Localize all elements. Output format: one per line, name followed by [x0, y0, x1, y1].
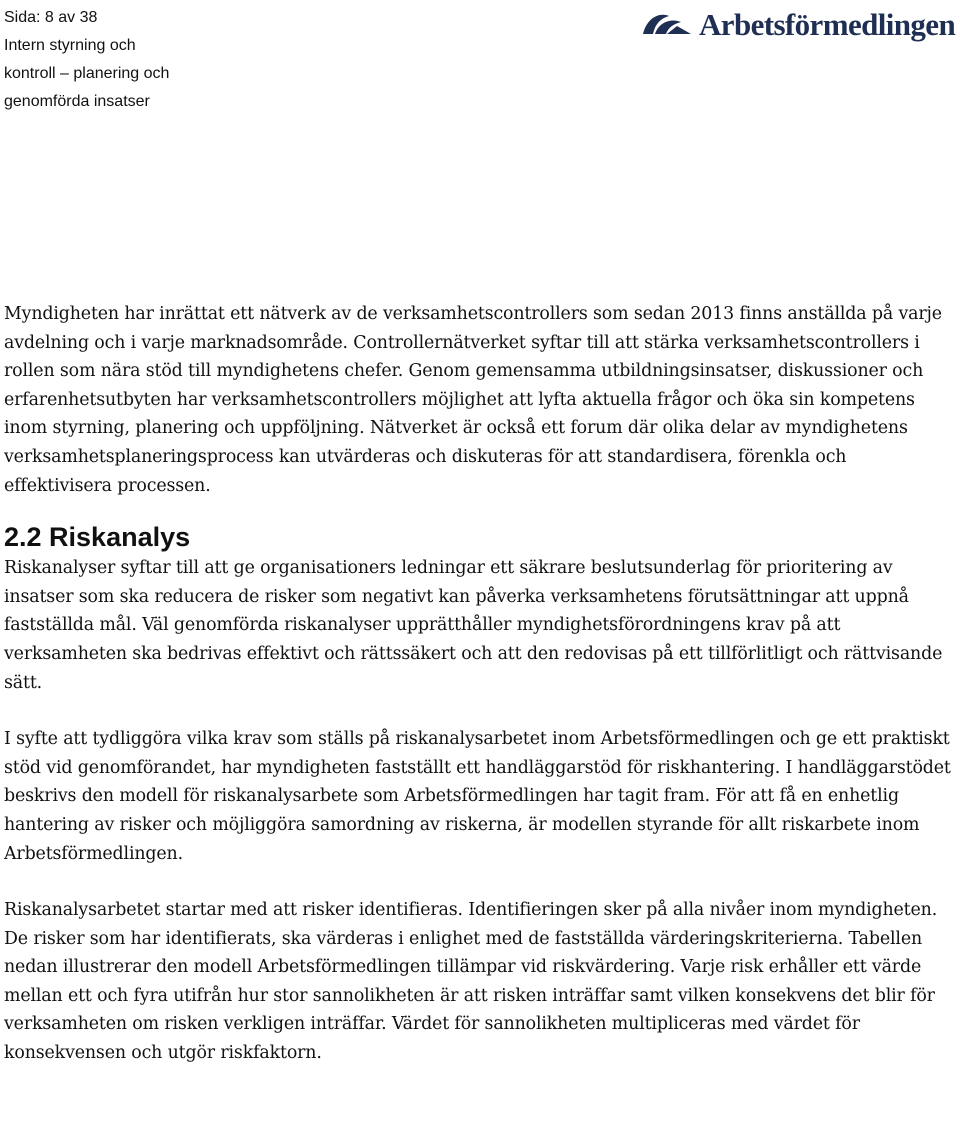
- arbetsformedlingen-logo-icon: [641, 10, 693, 40]
- document-header-meta: [4, 4, 169, 116]
- paragraph-riskhantering-support: I syfte att tydliggöra vilka krav som ställs på riskanalysarbetet inom Arbetsförmedlingen och ge ett praktiskt stöd vid genomförandet, har myndigheten fastställt ett handläggarstöd för riskhantering. I handläggarstödet beskrivs den modell för riskanalysarbete som Arbetsförmedlingen har tagit fram. För att få en enhetlig hantering av risker och möjliggöra samordning av riskerna, är modellen styrande för allt riskarbete inom Arbetsförmedlingen.: [4, 729, 951, 864]
- paragraph-riskanalys-purpose: Riskanalyser syftar till att ge organisationers ledningar ett säkrare beslutsunderlag för prioritering av insatser som ska reducera de risker som negativt kan påverka verksamhetens förutsättningar att uppnå fastställda mål. Väl genomförda riskanalyser upprätthåller myndighetsförordningens krav på att verksamheten ska bedrivas effektivt och rättssäkert och att den redovisas på ett tillförlitligt och rättvisande sätt.: [4, 558, 943, 693]
- document-title-line-3: genomförda insatser: [4, 93, 150, 110]
- logo-wordmark: Arbetsförmedlingen: [699, 7, 956, 42]
- paragraph-risk-valuation: Riskanalysarbetet startar med att risker identifieras. Identifieringen sker på alla nivåer inom myndigheten. De risker som har identifierats, ska värderas i enlighet med de fastställda värderingskriterierna. Tabellen nedan illustrerar den modell Arbetsförmedlingen tillämpar vid riskvärdering. Varje risk erhåller ett värde mellan ett och fyra utifrån hur stor sannolikheten är att risken inträffar samt vilken konsekvens det blir för verksamheten om risken verkligen inträffar. Värdet för sannolikheten multipliceras med värdet för konsekvensen och utgör riskfaktorn.: [4, 900, 938, 1064]
- document-body: [4, 300, 954, 1068]
- section-heading-riskanalys: 2.2 Riskanalys: [4, 522, 191, 553]
- document-title-line-1: Intern styrning och: [4, 37, 136, 54]
- arbetsformedlingen-logo: [641, 5, 957, 45]
- document-title-line-2: kontroll – planering och: [4, 65, 170, 82]
- paragraph-controller-network: Myndigheten har inrättat ett nätverk av de verksamhetscontrollers som sedan 2013 finns anställda på varje avdelning och i varje marknadsområde. Controllernätverket syftar till att stärka verksamhetscontrollers i rollen som nära stöd till myndighetens chefer. Genom gemensamma utbildningsinsatser, diskussioner och erfarenhetsutbyten har verksamhetscontrollers möjlighet att lyfta aktuella frågor och öka sin kompetens inom styrning, planering och uppföljning. Nätverket är också ett forum där olika delar av myndighetens verksamhetsplaneringsprocess kan utvärderas och diskuteras för att standardisera, förenkla och effektivisera processen.: [4, 304, 942, 496]
- page-number-label: Sida: 8 av 38: [4, 9, 98, 26]
